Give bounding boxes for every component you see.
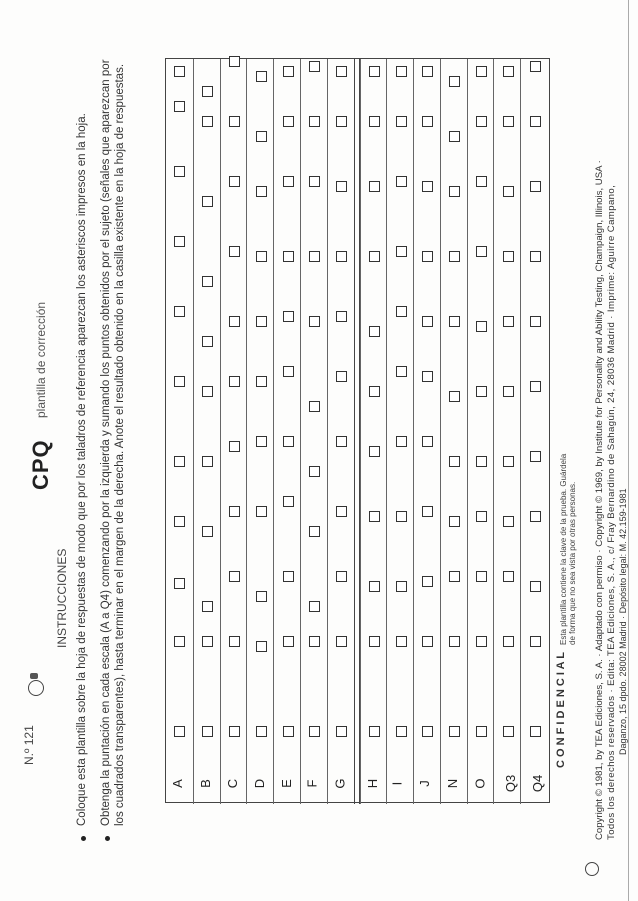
- answer-window: [530, 511, 541, 522]
- answer-window: [174, 636, 185, 647]
- form-number: N.º 121: [22, 725, 36, 765]
- answer-window: [256, 71, 267, 82]
- answer-window: [309, 526, 320, 537]
- instructions-heading: INSTRUCCIONES: [55, 548, 69, 648]
- answer-window: [202, 456, 213, 467]
- answer-window: [174, 166, 185, 177]
- footer-logo-icon: [585, 862, 599, 876]
- answer-window: [309, 636, 320, 647]
- answer-window: [283, 366, 294, 377]
- answer-window: [530, 61, 541, 72]
- scale-row-f: [300, 59, 328, 804]
- answer-window: [309, 61, 320, 72]
- answer-window: [369, 181, 380, 192]
- answer-window: [503, 316, 514, 327]
- copyright-line-2: Todos los derechos reservados · Edita: TEA Ediciones, S. A., c/ Fray Bernardino de Sahagún, 24, 28036 Madrid · Imprime: Aguirre Campano,: [606, 184, 617, 840]
- answer-window: [503, 251, 514, 262]
- answer-window: [256, 376, 267, 387]
- scale-label-d: D: [251, 778, 267, 789]
- page-edge-line: [628, 0, 629, 901]
- scale-label-g: G: [332, 778, 348, 789]
- answer-window: [369, 66, 380, 77]
- answer-window: [530, 451, 541, 462]
- page-subtitle: plantilla de corrección: [34, 301, 48, 418]
- scale-row-d: [246, 59, 274, 804]
- answer-window: [449, 571, 460, 582]
- answer-window: [202, 636, 213, 647]
- answer-window: [396, 436, 407, 447]
- answer-window: [229, 176, 240, 187]
- answer-window: [202, 336, 213, 347]
- answer-window: [256, 316, 267, 327]
- answer-window: [503, 456, 514, 467]
- answer-window: [229, 506, 240, 517]
- answer-window: [174, 516, 185, 527]
- answer-window: [229, 376, 240, 387]
- answer-window: [369, 726, 380, 737]
- answer-window: [503, 386, 514, 397]
- answer-window: [309, 466, 320, 477]
- answer-window: [476, 176, 487, 187]
- scale-row-q4: [520, 59, 548, 804]
- scale-label-b: B: [198, 779, 214, 788]
- answer-window: [396, 581, 407, 592]
- answer-window: [530, 726, 541, 737]
- answer-window: [396, 636, 407, 647]
- answer-window: [256, 186, 267, 197]
- scale-label-o: O: [472, 778, 488, 789]
- answer-window: [336, 116, 347, 127]
- answer-window: [422, 316, 433, 327]
- answer-window: [283, 726, 294, 737]
- confidential-note-1: Esta plantilla contiene la clave de la prueba. Guárdela: [559, 453, 568, 645]
- answer-window: [422, 251, 433, 262]
- scale-label-c: C: [225, 778, 241, 789]
- answer-window: [309, 176, 320, 187]
- answer-window: [369, 636, 380, 647]
- answer-window: [229, 441, 240, 452]
- answer-window: [336, 311, 347, 322]
- answer-window: [174, 376, 185, 387]
- answer-window: [396, 116, 407, 127]
- answer-window: [283, 116, 294, 127]
- scale-row-i: [386, 59, 414, 804]
- answer-window: [422, 576, 433, 587]
- answer-window: [422, 436, 433, 447]
- scale-row-a: [166, 59, 193, 804]
- scale-label-a: A: [170, 779, 186, 788]
- answer-window: [530, 636, 541, 647]
- answer-window: [174, 306, 185, 317]
- answer-window: [229, 246, 240, 257]
- answer-window: [422, 181, 433, 192]
- answer-window: [476, 726, 487, 737]
- answer-window: [309, 116, 320, 127]
- answer-window: [449, 456, 460, 467]
- answer-window: [202, 386, 213, 397]
- answer-window: [369, 446, 380, 457]
- answer-window: [369, 511, 380, 522]
- answer-window: [229, 116, 240, 127]
- answer-window: [422, 371, 433, 382]
- answer-window: [503, 571, 514, 582]
- answer-window: [336, 636, 347, 647]
- answer-window: [449, 516, 460, 527]
- tea-logo-icon-top: [30, 673, 38, 679]
- answer-window: [449, 316, 460, 327]
- scale-label-j: J: [417, 780, 433, 787]
- answer-window: [202, 601, 213, 612]
- answer-window: [336, 726, 347, 737]
- bullet-2: [105, 836, 110, 841]
- answer-window: [530, 181, 541, 192]
- answer-window: [449, 131, 460, 142]
- answer-window: [202, 86, 213, 97]
- answer-window: [396, 176, 407, 187]
- scale-label-e: E: [278, 779, 294, 788]
- scale-label-q4: Q4: [529, 774, 545, 793]
- answer-window: [229, 56, 240, 67]
- answer-window: [336, 251, 347, 262]
- answer-window: [174, 101, 185, 112]
- answer-window: [309, 251, 320, 262]
- answer-window: [530, 116, 541, 127]
- answer-window: [449, 726, 460, 737]
- answer-window: [476, 116, 487, 127]
- answer-window: [449, 76, 460, 87]
- answer-window: [256, 131, 267, 142]
- answer-window: [283, 66, 294, 77]
- scale-row-c: [220, 59, 248, 804]
- answer-window: [476, 511, 487, 522]
- copyright-line-3: Daganzo, 15 dpdo. 28002 Madrid · Depósito legal: M. 42.159-1981: [618, 488, 628, 755]
- answer-window: [283, 496, 294, 507]
- answer-window: [309, 726, 320, 737]
- bullet-1: [81, 836, 86, 841]
- scale-label-f: F: [304, 779, 320, 788]
- confidential-note-2: de forma que no sea vista por otras personas.: [568, 481, 577, 645]
- instruction-2: Obtenga la puntación en cada escala (A a Q4) comenzando por la izquierda y sumando los puntos obtenidos por el sujeto (señales que aparezcan por los cuadrados transparentes), hasta terminar en el margen de la derecha. Anote el resultado obtenido en la casilla existente en la hoja de respuestas.: [100, 59, 126, 826]
- answer-window: [369, 251, 380, 262]
- answer-window: [174, 726, 185, 737]
- answer-window: [476, 636, 487, 647]
- answer-window: [530, 581, 541, 592]
- copyright-line-1: Copyright © 1981, by TEA Ediciones, S. A. · Adaptado con permiso · Copyright © 1969, by Institute for Personality and Ability Testing, Champaign, Illinois, USA ·: [594, 160, 605, 840]
- scale-row-o: [467, 59, 495, 804]
- scale-row-b: [193, 59, 221, 804]
- answer-window: [530, 381, 541, 392]
- instruction-1: Coloque esta plantilla sobre la hoja de respuestas de modo que por los taladros de referencia aparezcan los asteriscos impresos en la hoja.: [76, 113, 88, 826]
- answer-window: [283, 636, 294, 647]
- confidential-label: C O N F I D E N C I A L: [555, 652, 567, 768]
- answer-window: [336, 371, 347, 382]
- answer-window: [449, 251, 460, 262]
- answer-window: [530, 316, 541, 327]
- answer-window: [449, 186, 460, 197]
- answer-window: [503, 116, 514, 127]
- answer-window: [503, 636, 514, 647]
- answer-window: [396, 66, 407, 77]
- scale-label-n: N: [445, 778, 461, 789]
- answer-window: [503, 516, 514, 527]
- answer-window: [174, 66, 185, 77]
- answer-window: [396, 306, 407, 317]
- answer-window: [369, 116, 380, 127]
- answer-window: [202, 726, 213, 737]
- answer-window: [422, 636, 433, 647]
- answer-window: [229, 316, 240, 327]
- answer-window: [309, 316, 320, 327]
- answer-window: [256, 506, 267, 517]
- scale-row-n: [440, 59, 468, 804]
- answer-window: [369, 386, 380, 397]
- answer-window: [369, 326, 380, 337]
- answer-window: [449, 391, 460, 402]
- answer-window: [369, 581, 380, 592]
- scale-row-g: [327, 59, 355, 804]
- answer-window: [476, 386, 487, 397]
- answer-window: [503, 66, 514, 77]
- scale-label-i: I: [388, 781, 404, 786]
- answer-window: [476, 66, 487, 77]
- answer-window: [174, 456, 185, 467]
- scale-label-h: H: [365, 778, 381, 789]
- answer-window: [422, 726, 433, 737]
- answer-window: [336, 436, 347, 447]
- answer-window: [283, 176, 294, 187]
- answer-window: [283, 436, 294, 447]
- answer-window: [336, 506, 347, 517]
- answer-window: [336, 66, 347, 77]
- answer-window: [202, 276, 213, 287]
- answer-window: [256, 436, 267, 447]
- scale-row-e: [273, 59, 301, 804]
- answer-window: [256, 726, 267, 737]
- scale-row-q3: [493, 59, 521, 804]
- tea-logo-icon: [28, 680, 44, 696]
- answer-window: [336, 181, 347, 192]
- answer-window: [283, 251, 294, 262]
- answer-window: [336, 571, 347, 582]
- answer-window: [476, 246, 487, 257]
- answer-window: [422, 506, 433, 517]
- answer-window: [229, 636, 240, 647]
- answer-window: [476, 456, 487, 467]
- answer-window: [396, 726, 407, 737]
- answer-window: [256, 591, 267, 602]
- answer-window: [229, 571, 240, 582]
- answer-window: [449, 636, 460, 647]
- scoring-grid: [165, 58, 550, 803]
- answer-window: [283, 311, 294, 322]
- answer-window: [202, 196, 213, 207]
- answer-window: [476, 321, 487, 332]
- answer-window: [422, 116, 433, 127]
- answer-window: [256, 251, 267, 262]
- answer-window: [530, 251, 541, 262]
- answer-window: [202, 526, 213, 537]
- scale-row-j: [413, 59, 441, 804]
- answer-window: [229, 726, 240, 737]
- answer-window: [309, 601, 320, 612]
- answer-window: [503, 726, 514, 737]
- answer-window: [503, 186, 514, 197]
- answer-window: [174, 236, 185, 247]
- scale-label-q3: Q3: [502, 774, 518, 793]
- answer-window: [202, 116, 213, 127]
- answer-window: [309, 401, 320, 412]
- answer-window: [283, 571, 294, 582]
- answer-window: [422, 66, 433, 77]
- answer-window: [396, 246, 407, 257]
- answer-window: [396, 511, 407, 522]
- answer-window: [396, 366, 407, 377]
- scale-row-h: [360, 59, 388, 804]
- answer-window: [256, 641, 267, 652]
- answer-window: [174, 578, 185, 589]
- answer-window: [476, 571, 487, 582]
- page-title: CPQ: [28, 439, 53, 490]
